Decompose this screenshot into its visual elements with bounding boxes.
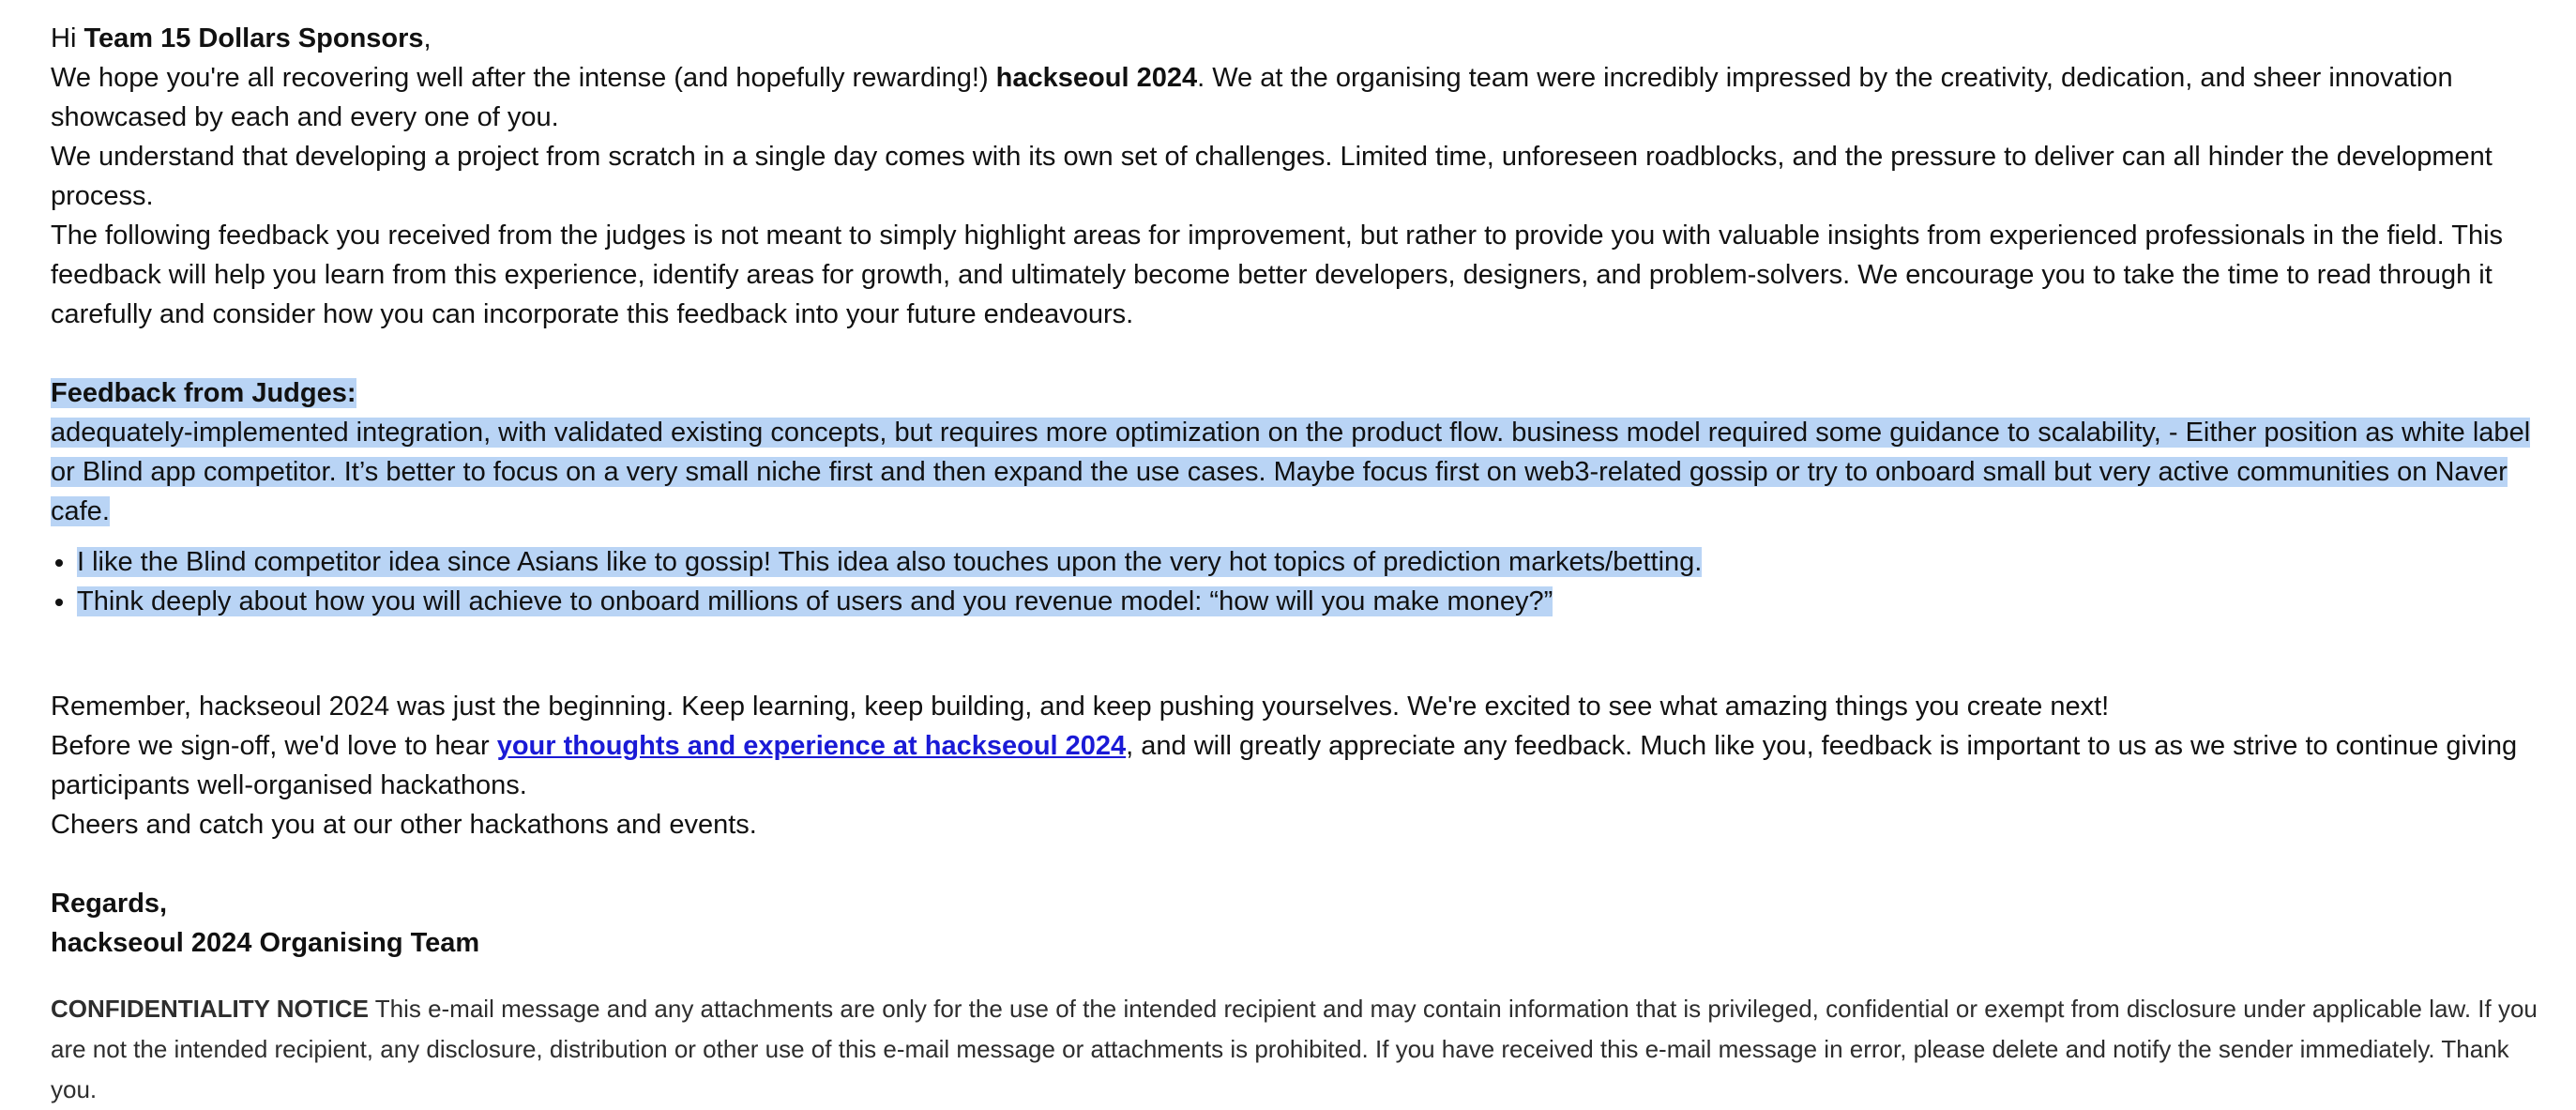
feedback-body-line — [51, 413, 2546, 531]
spacer — [51, 621, 2546, 687]
signature-team-line — [51, 923, 2546, 963]
feedback-body: adequately-implemented integration, with validated existing concepts, but requires more optimization on the product flow. business model required some guidance to scalability, - Either position as white label or Blind app competitor. It’s better to focus on a very small niche first and then expand the use cases. Maybe focus first on web3-related gossip or try to onboard small but very active communities on Naver cafe. — [51, 418, 2531, 526]
list-item — [77, 542, 2546, 582]
notice-label: CONFIDENTIALITY NOTICE — [51, 995, 369, 1023]
signature-regards: Regards, — [51, 889, 168, 919]
greeting — [51, 19, 2546, 58]
feedback-bullet-2: Think deeply about how you will achieve to onboard millions of users and you revenue model: “how will you make money?” — [77, 586, 1553, 616]
email-body — [51, 19, 2546, 1110]
intro-p1-after: . We at the organising team were incredibly impressed by the creativity, dedication, and sheer innovation showcased by each and every one of you. — [51, 63, 2453, 132]
greeting-prefix: Hi — [51, 23, 84, 53]
list-item — [77, 582, 2546, 621]
signature-team: hackseoul 2024 Organising Team — [51, 928, 480, 958]
feedback-heading: Feedback from Judges: — [51, 378, 356, 408]
feedback-bullet-1: I like the Blind competitor idea since Asians like to gossip! This idea also touches upon the very hot topics of prediction markets/betting. — [77, 547, 1703, 577]
team-name: Team 15 Dollars Sponsors — [83, 23, 424, 53]
confidentiality-notice — [51, 989, 2546, 1110]
closing-p2-before: Before we sign-off, we'd love to hear — [51, 731, 497, 761]
spacer — [51, 334, 2546, 373]
spacer — [51, 531, 2546, 542]
greeting-suffix: , — [423, 23, 432, 53]
closing-paragraph-2 — [51, 726, 2546, 805]
feedback-bullets — [51, 542, 2546, 621]
notice-text: This e-mail message and any attachments are only for the use of the intended recipient and may contain information that is privileged, confidential or exempt from disclosure under applicable law. If you are not the intended recipient, any disclosure, distribution or other use of this e-mail message or attachments is prohibited. If you have received this e-mail message in error, please delete and notify the sender immediately. Thank you. — [51, 995, 2538, 1103]
spacer — [51, 844, 2546, 884]
feedback-heading-line — [51, 373, 2546, 413]
intro-paragraph-3: The following feedback you received from the judges is not meant to simply highlight areas for improvement, but rather to provide you with valuable insights from experienced professionals in the field. This feedback will help you learn from this experience, identify areas for growth, and ultimately become better developers, designers, and problem-solvers. We encourage you to take the time to read through it carefully and consider how you can incorporate this feedback into your future endeavours. — [51, 220, 2504, 329]
intro-paragraph-1 — [51, 58, 2546, 137]
event-name: hackseoul 2024 — [995, 63, 1198, 93]
feedback-survey-link[interactable]: your thoughts and experience at hackseoul 2024 — [496, 731, 1127, 761]
closing-paragraph-3: Cheers and catch you at our other hackathons and events. — [51, 810, 757, 840]
signature-regards-line — [51, 884, 2546, 923]
closing-paragraph-1: Remember, hackseoul 2024 was just the beginning. Keep learning, keep building, and keep pushing yourselves. We're excited to see what amazing things you create next! — [51, 692, 2110, 722]
intro-p1-before: We hope you're all recovering well after the intense (and hopefully rewarding!) — [51, 63, 996, 93]
closing-p2-after: , and will greatly appreciate any feedback. Much like you, feedback is important to us as we strive to continue giving participants well-organised hackathons. — [51, 731, 2518, 800]
intro-paragraph-2: We understand that developing a project from scratch in a single day comes with its own set of challenges. Limited time, unforeseen roadblocks, and the pressure to deliver can all hinder the development process. — [51, 142, 2493, 211]
spacer — [51, 963, 2546, 989]
